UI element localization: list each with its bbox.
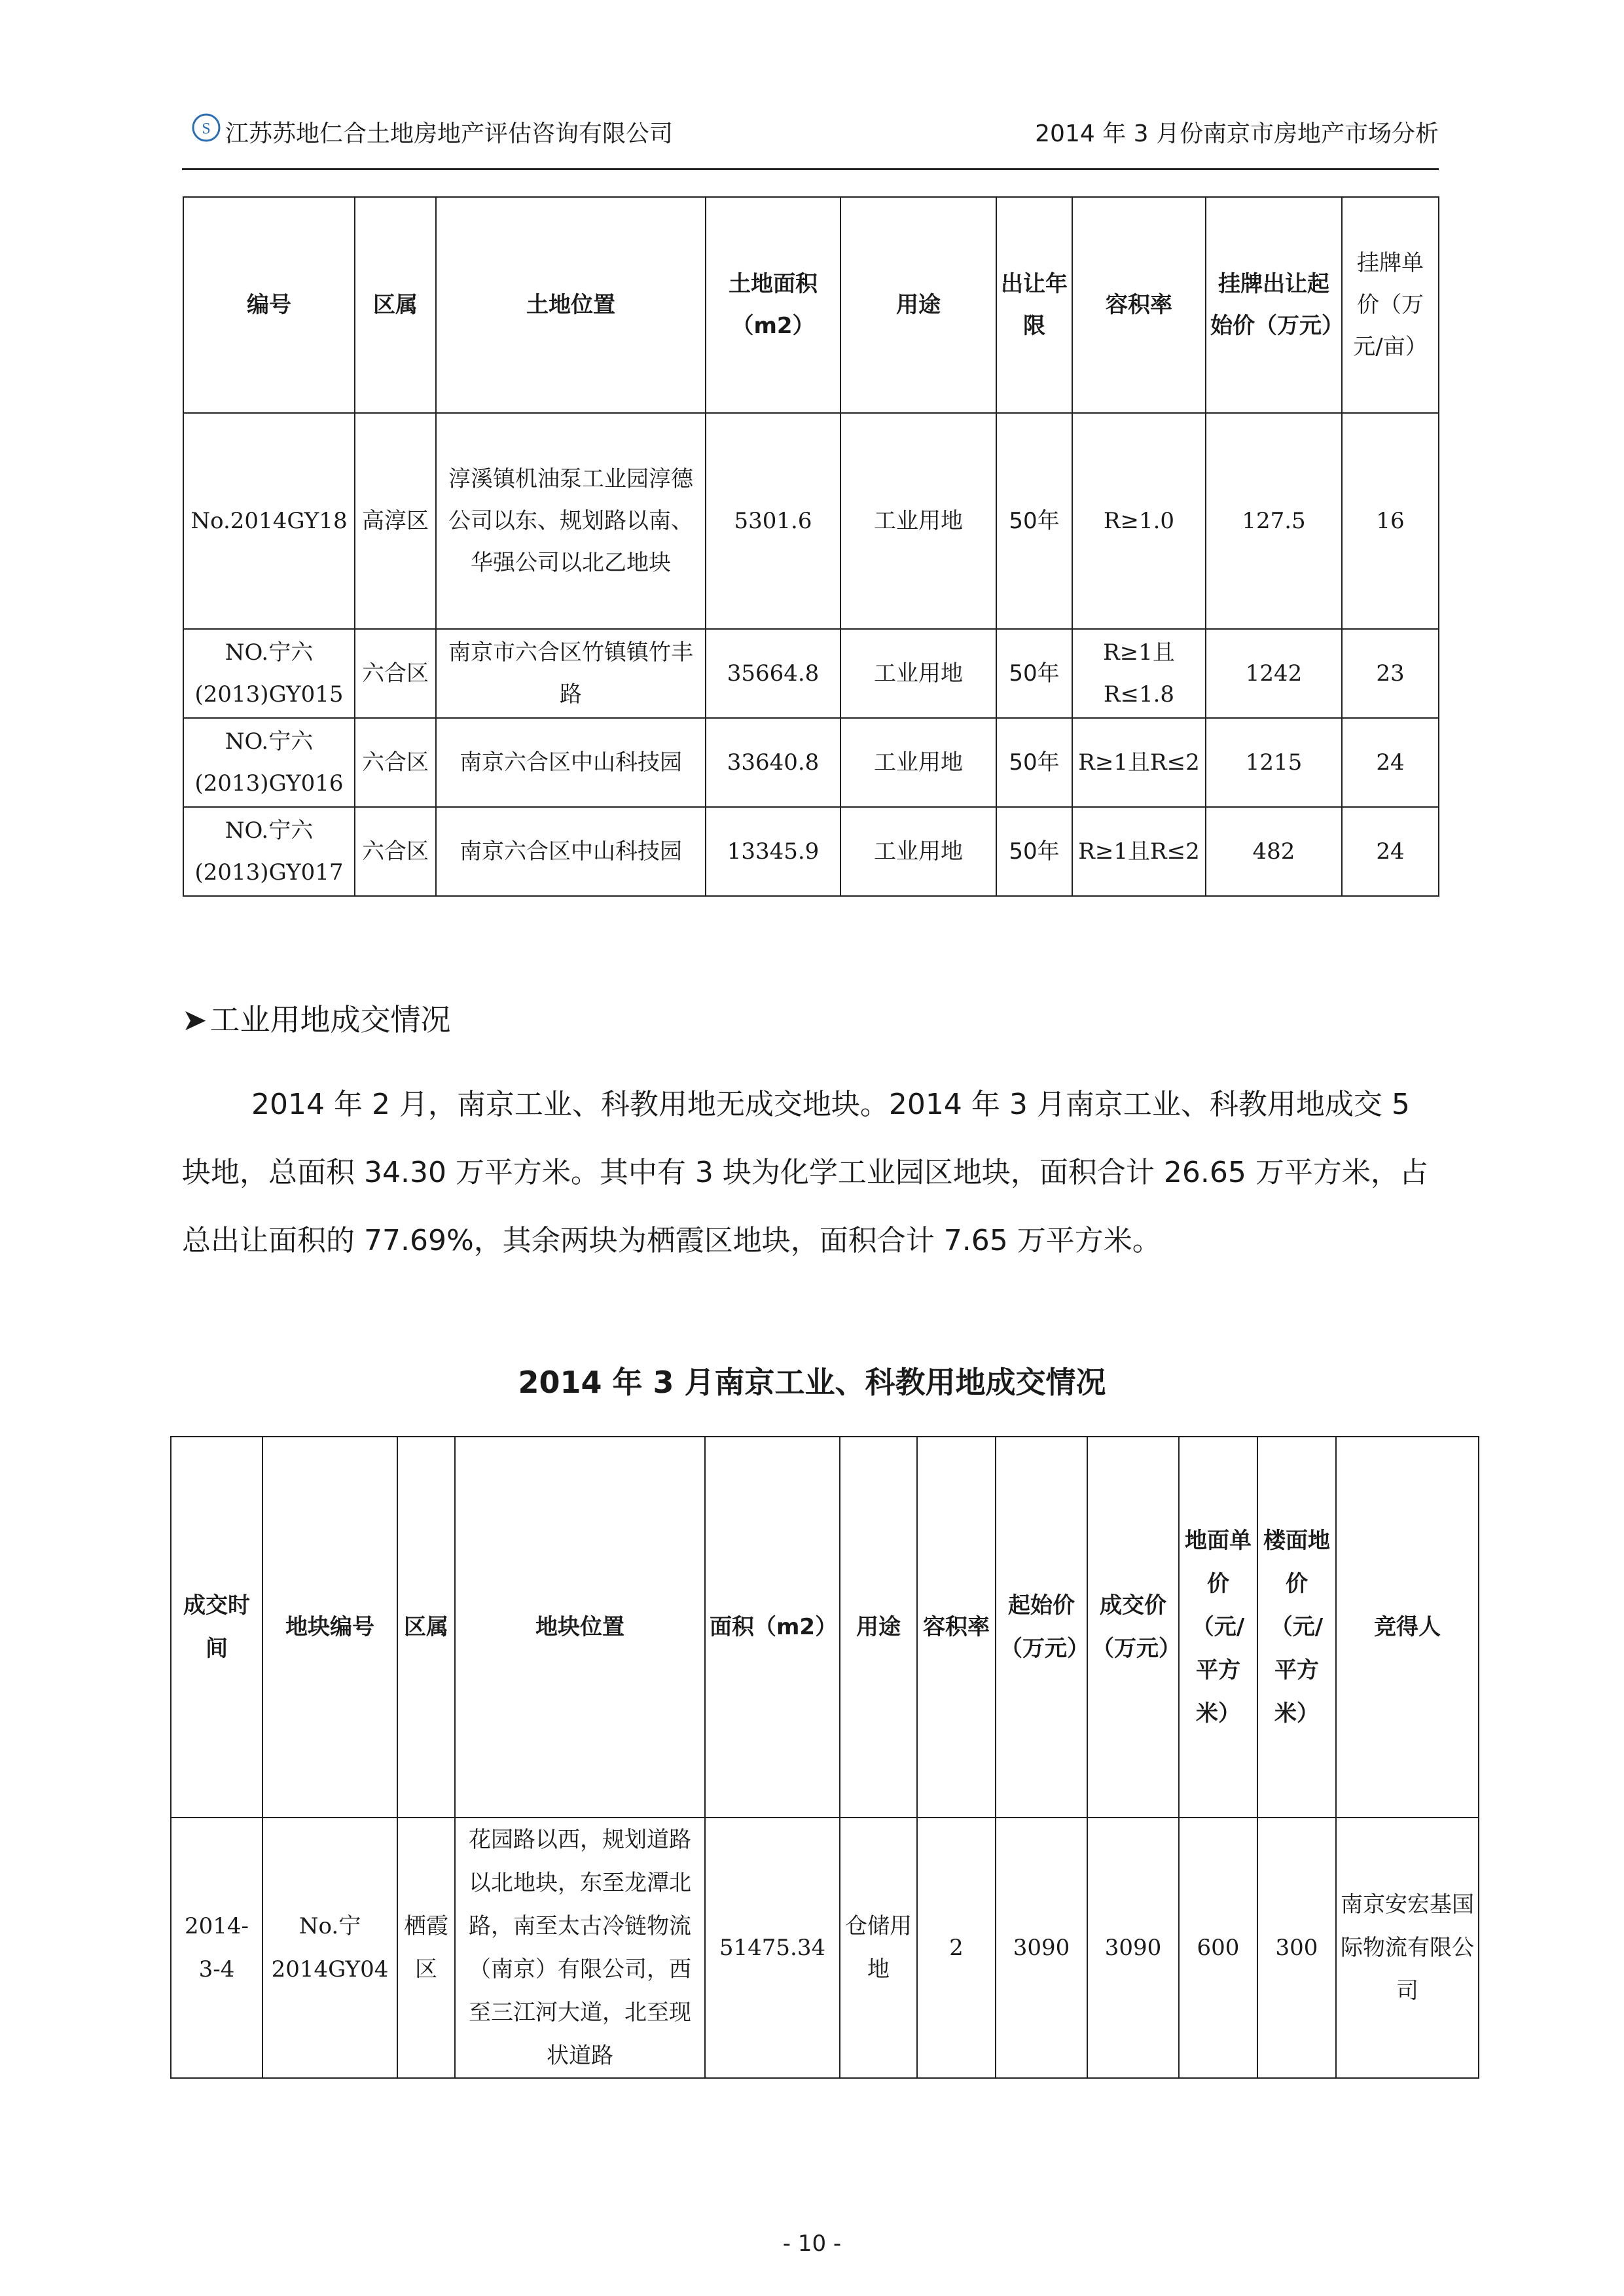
cell-start-price: 482 <box>1206 807 1342 896</box>
col-header: 挂牌出让起始价（万元） <box>1206 197 1342 413</box>
cell-land-unit-price: 600 <box>1179 1818 1257 2078</box>
col-header: 用途 <box>840 1437 917 1818</box>
section-heading <box>182 996 451 1039</box>
col-header: 编号 <box>183 197 355 413</box>
arrow-bullet-icon: ➤ <box>182 1002 208 1037</box>
cell-location: 南京六合区中山科技园 <box>436 718 706 807</box>
cell-far: R≥1且R≤1.8 <box>1072 629 1206 718</box>
cell-term: 50年 <box>996 718 1072 807</box>
cell-unit-price: 23 <box>1342 629 1439 718</box>
cell-area: 13345.9 <box>706 807 840 896</box>
col-header: 土地面积（m2） <box>706 197 840 413</box>
cell-use: 工业用地 <box>840 718 996 807</box>
cell-area: 33640.8 <box>706 718 840 807</box>
svg-text:S: S <box>202 120 211 137</box>
cell-date: 2014-3-4 <box>171 1818 262 2078</box>
cell-start-price: 1215 <box>1206 718 1342 807</box>
cell-district: 六合区 <box>355 629 436 718</box>
col-header: 出让年限 <box>996 197 1072 413</box>
page-number: - 10 - <box>782 2231 842 2257</box>
cell-floor-price: 300 <box>1257 1818 1336 2078</box>
col-header: 区属 <box>397 1437 455 1818</box>
listing-table <box>183 196 1439 897</box>
table-row <box>183 807 1439 896</box>
table-row <box>171 1818 1479 2078</box>
cell-district: 高淳区 <box>355 413 436 629</box>
cell-district: 六合区 <box>355 807 436 896</box>
cell-start-price: 127.5 <box>1206 413 1342 629</box>
cell-far: 2 <box>917 1818 996 2078</box>
col-header: 地块位置 <box>455 1437 705 1818</box>
cell-unit-price: 24 <box>1342 718 1439 807</box>
cell-start-price: 3090 <box>996 1818 1087 2078</box>
cell-area: 5301.6 <box>706 413 840 629</box>
cell-far: R≥1且R≤2 <box>1072 718 1206 807</box>
header-rule <box>182 168 1439 170</box>
col-header: 地面单价（元/平方米） <box>1179 1437 1257 1818</box>
table-row <box>183 629 1439 718</box>
cell-use: 工业用地 <box>840 629 996 718</box>
cell-use: 工业用地 <box>840 807 996 896</box>
col-header: 土地位置 <box>436 197 706 413</box>
page-header <box>182 113 1439 160</box>
cell-location: 南京市六合区竹镇镇竹丰路 <box>436 629 706 718</box>
col-header: 区属 <box>355 197 436 413</box>
company-name: 江苏苏地仁合土地房地产评估咨询有限公司 <box>225 120 674 147</box>
section-heading-text: 工业用地成交情况 <box>209 1002 451 1037</box>
col-header: 成交时间 <box>171 1437 262 1818</box>
cell-id: No.2014GY18 <box>183 413 355 629</box>
col-header: 容积率 <box>1072 197 1206 413</box>
cell-winner: 南京安宏基国际物流有限公司 <box>1336 1818 1479 2078</box>
cell-far: R≥1.0 <box>1072 413 1206 629</box>
paragraph-text: 2014 年 2 月，南京工业、科教用地无成交地块。2014 年 3 月南京工业、科教用地成交 5 块地，总面积 34.30 万平方米。其中有 3 块为化学工业园区地块，面积合计 26.65 万平方米，占总出让面积的 77.69%，其余两块为栖霞区地块，面积合计 7.65 万平方米。 <box>182 1088 1428 1257</box>
cell-term: 50年 <box>996 413 1072 629</box>
table-row <box>183 718 1439 807</box>
cell-id: NO.宁六(2013)GY016 <box>183 718 355 807</box>
col-header: 容积率 <box>917 1437 996 1818</box>
col-header: 用途 <box>840 197 996 413</box>
cell-location: 淳溪镇机油泵工业园淳德公司以东、规划路以南、华强公司以北乙地块 <box>436 413 706 629</box>
col-header: 挂牌单价（万元/亩） <box>1342 197 1439 413</box>
cell-use: 工业用地 <box>840 413 996 629</box>
cell-district: 六合区 <box>355 718 436 807</box>
cell-area: 35664.8 <box>706 629 840 718</box>
transaction-table <box>170 1436 1479 2079</box>
cell-far: R≥1且R≤2 <box>1072 807 1206 896</box>
cell-unit-price: 24 <box>1342 807 1439 896</box>
table-row <box>183 413 1439 629</box>
cell-start-price: 1242 <box>1206 629 1342 718</box>
col-header: 起始价（万元） <box>996 1437 1087 1818</box>
col-header: 面积（m2） <box>705 1437 840 1818</box>
cell-term: 50年 <box>996 807 1072 896</box>
cell-deal-price: 3090 <box>1087 1818 1179 2078</box>
report-title: 2014 年 3 月份南京市房地产市场分析 <box>1035 120 1439 147</box>
cell-parcel-id: No.宁2014GY04 <box>262 1818 397 2078</box>
cell-id: NO.宁六(2013)GY015 <box>183 629 355 718</box>
cell-id: NO.宁六(2013)GY017 <box>183 807 355 896</box>
col-header: 地块编号 <box>262 1437 397 1818</box>
table2-caption: 2014 年 3 月南京工业、科教用地成交情况 <box>518 1365 1106 1400</box>
cell-use: 仓储用地 <box>840 1818 917 2078</box>
table-header-row <box>171 1437 1479 1818</box>
cell-area: 51475.34 <box>705 1818 840 2078</box>
company-logo-icon <box>191 113 221 143</box>
cell-district: 栖霞区 <box>397 1818 455 2078</box>
cell-location: 南京六合区中山科技园 <box>436 807 706 896</box>
col-header: 竞得人 <box>1336 1437 1479 1818</box>
col-header: 楼面地价（元/平方米） <box>1257 1437 1336 1818</box>
col-header: 成交价（万元） <box>1087 1437 1179 1818</box>
cell-location: 花园路以西，规划道路以北地块，东至龙潭北路，南至太古冷链物流（南京）有限公司，西至三江河大道，北至现状道路 <box>455 1818 705 2078</box>
cell-unit-price: 16 <box>1342 413 1439 629</box>
cell-term: 50年 <box>996 629 1072 718</box>
body-paragraph <box>182 1071 1439 1275</box>
table-header-row <box>183 197 1439 413</box>
